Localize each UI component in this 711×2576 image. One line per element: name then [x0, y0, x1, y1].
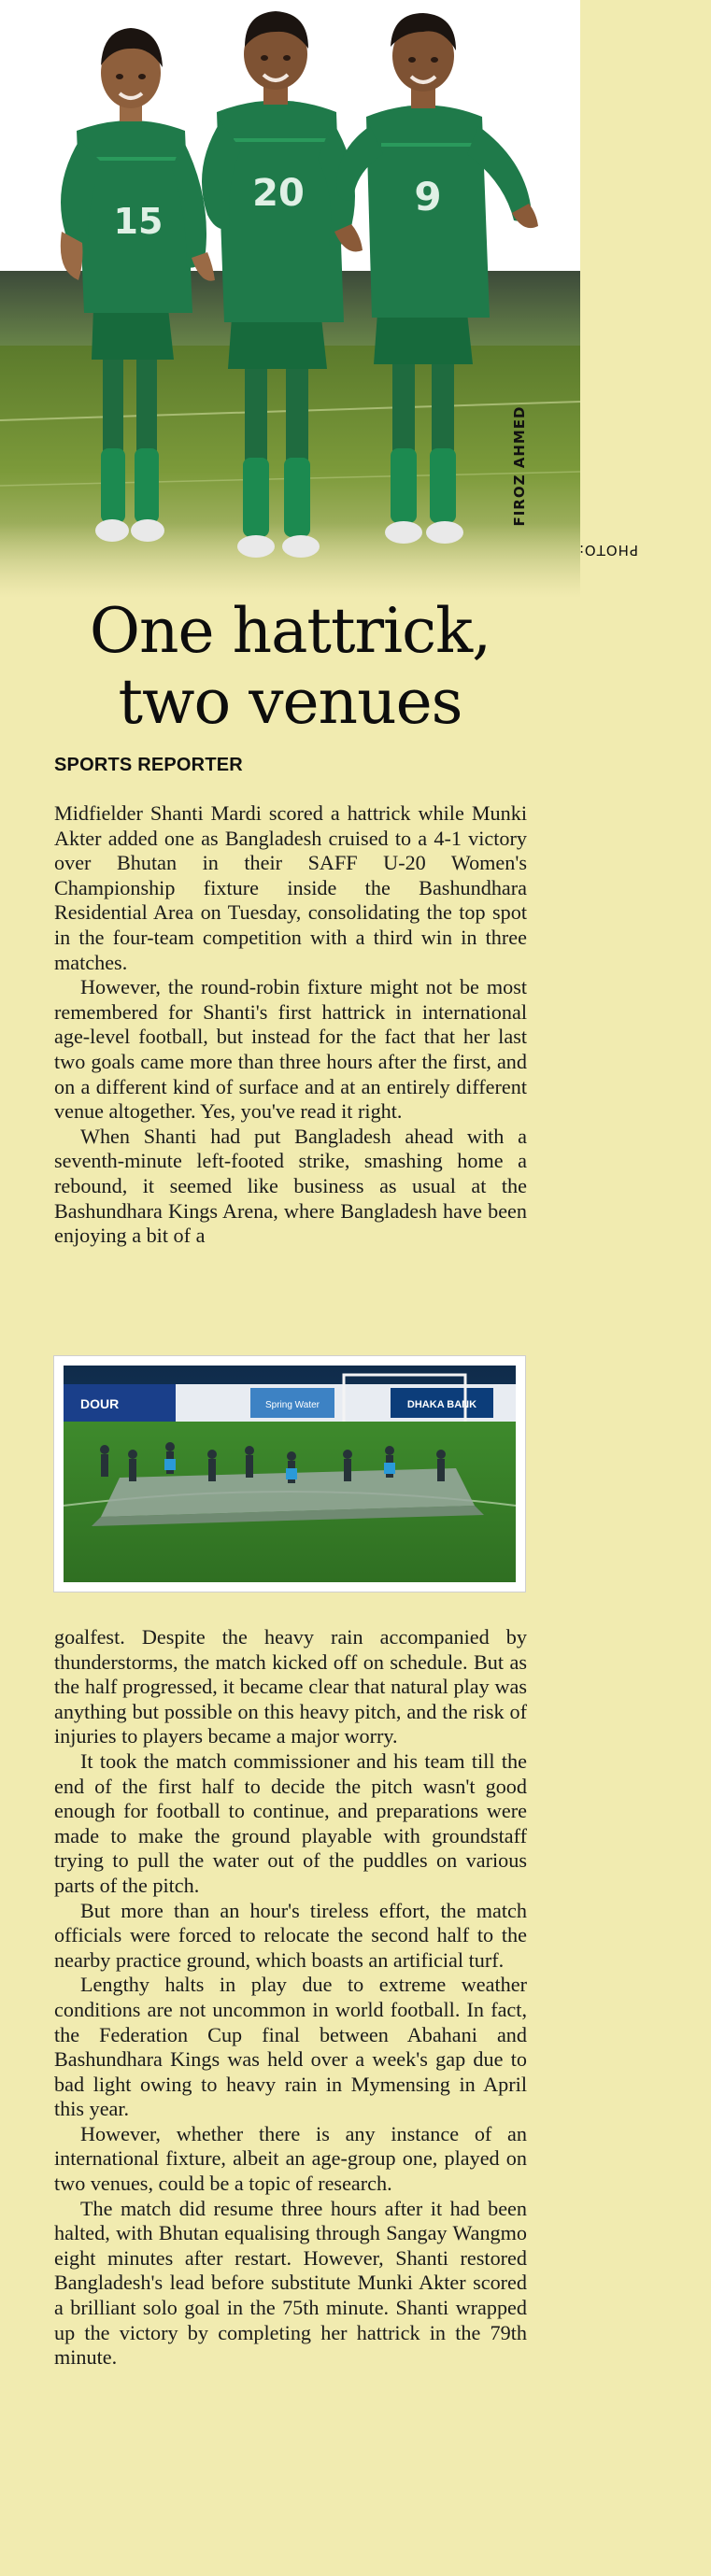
article-body-bottom [54, 1625, 527, 2371]
headline-line-1: One hattrick, [89, 595, 491, 667]
hero-photo [0, 0, 638, 598]
board-text: DHAKA BANK [406, 1399, 477, 1410]
inline-photo-groundstaff [54, 1356, 525, 1592]
jersey-number: 15 [113, 201, 164, 242]
paragraph: However, whether there is any instance of an international fixture, albeit an age-group one, played on two venues, could be a topic of research. [54, 2121, 527, 2196]
paragraph: It took the match commissioner and his team till the end of the first half to decide the pitch wasn't good enough for football to continue, and preparations were made to make the ground playable with groundstaff trying to pull the water out of the puddles on various parts of the pitch. [54, 1748, 527, 1897]
photo-credit [501, 369, 638, 574]
board-text: DOUR [80, 1396, 120, 1411]
headline [9, 596, 571, 738]
photo-credit-name: FIROZ AHMED [511, 405, 528, 527]
paragraph: goalfest. Despite the heavy rain accompanied by thunderstorms, the match kicked off on schedule. But as the half progressed, it became clear that natural play was anything but possible on this heavy pitch, and the risk of injuries to players became a major worry. [54, 1625, 527, 1748]
photo-credit-prefix: PHOTO: [578, 542, 638, 559]
headline-line-2: two venues [118, 666, 462, 738]
paragraph: Lengthy halts in play due to extreme weather conditions are not uncommon in world football. In fact, the Federation Cup final between Abahani and Bashundhara Kings was held over a week's gap due to bad light owing to heavy rain in Mymensing in April this year. [54, 1973, 527, 2121]
byline: SPORTS REPORTER [54, 755, 243, 775]
jersey-number: 20 [252, 172, 305, 215]
players-celebrating-image [0, 0, 580, 598]
groundstaff-pitch-image [64, 1366, 516, 1582]
paragraph: Midfielder Shanti Mardi scored a hattrick while Munki Akter added one as Bangladesh cruised to a 4-1 victory over Bhutan in their SAFF U-20 Women's Championship fixture inside the Bashundhara Residential Area on Tuesday, consolidating the top spot in the four-team competition with a third win in three matches. [54, 801, 527, 974]
article-body-top [54, 801, 527, 1249]
jersey-number: 9 [414, 174, 442, 219]
board-text: Spring Water [265, 1400, 320, 1410]
paragraph: The match did resume three hours after it had been halted, with Bhutan equalising through Sangay Wangmo eight minutes after restart. However, Shanti restored Bangladesh's lead before substitute Munki Akter scored a brilliant solo goal in the 75th minute. Shanti wrapped up the victory by completing her hattrick in the 79th minute. [54, 2196, 527, 2370]
paragraph: When Shanti had put Bangladesh ahead with a seventh-minute left-footed strike, smashing home a rebound, it seemed like business as usual at the Bashundhara Kings Arena, where Bangladesh have been enjoying a bit of a [54, 1124, 527, 1248]
paragraph: However, the round-robin fixture might not be most remembered for Shanti's first hattrick in international age-level football, but instead for the fact that her last two goals came more than three hours after the first, and on a different kind of surface and at an entirely different venue altogether. Yes, you've read it right. [54, 975, 527, 1124]
paragraph: But more than an hour's tireless effort, the match officials were forced to relocate the second half to the nearby practice ground, which boasts an artificial turf. [54, 1898, 527, 1972]
